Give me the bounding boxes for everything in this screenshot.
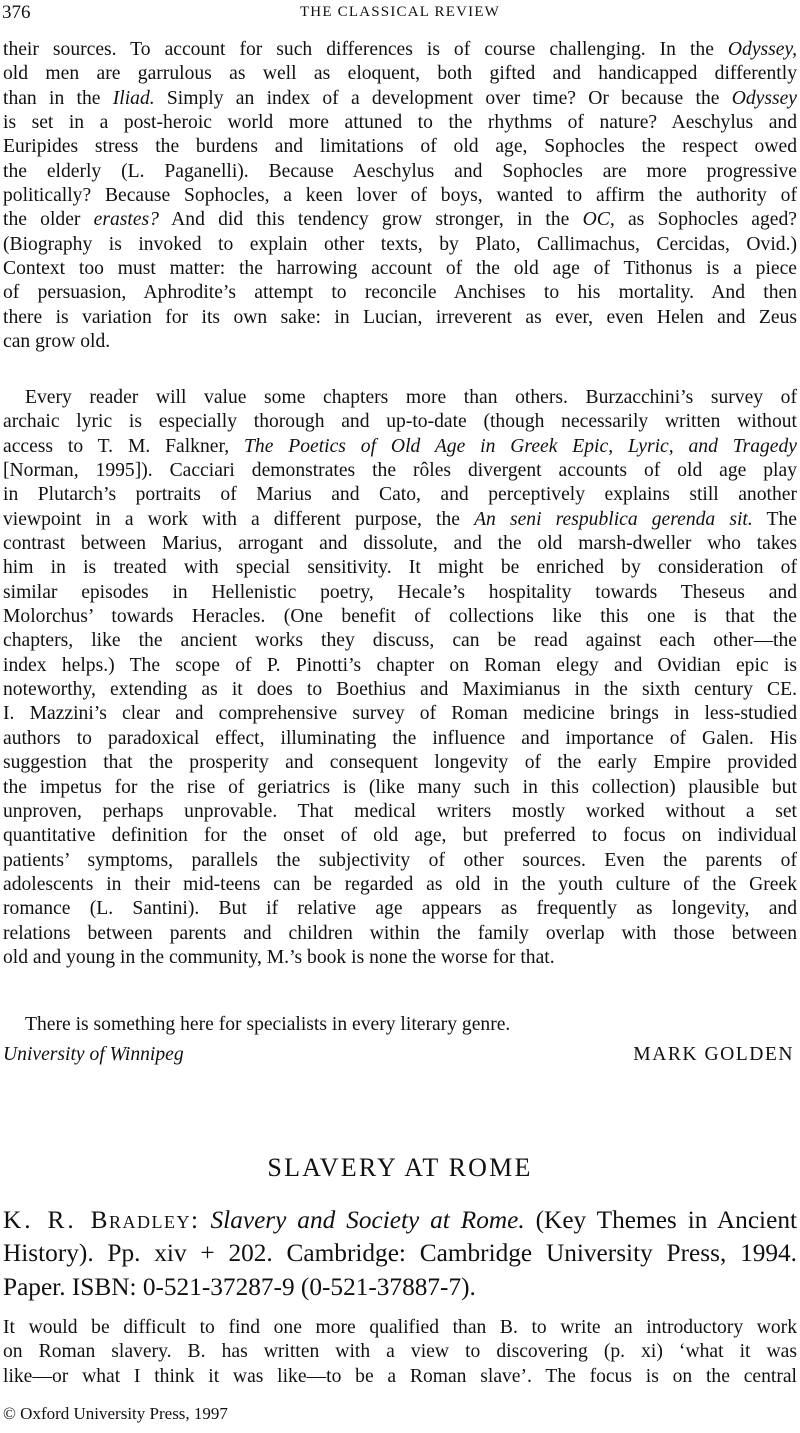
text-line: the older erastes? And did this tendency grow stronger, in the OC, as Sophocles aged? (3, 209, 797, 231)
text-line: [Norman, 1995]). Cacciari demonstrates the rôles divergent accounts of old age play (3, 460, 797, 482)
author-initials: K. R. (3, 1206, 91, 1234)
text-line: there is variation for its own sake: in Lucian, irreverent as ever, even Helen and Zeus (3, 306, 797, 328)
text-line: access to T. M. Falkner, The Poetics of Old Age in Greek Epic, Lyric, and Tragedy (3, 435, 797, 457)
text-line: noteworthy, extending as it does to Boethius and Maximianus in the sixth century CE. (3, 679, 797, 701)
journal-title: THE CLASSICAL REVIEW (299, 4, 501, 20)
text-line: viewpoint in a work with a different purpose, the An seni respublica gerenda sit. The (3, 508, 797, 530)
copyright-notice: © Oxford University Press, 1997 (3, 1404, 228, 1423)
text-line: quantitative definition for the onset of old age, but preferred to focus on individual (3, 825, 797, 847)
text-line: archaic lyric is especially thorough and up-to-date (though necessarily written without (3, 411, 797, 433)
text-line: like—or what I think it was like—to be a Roman slave’. The focus is on the central (3, 1365, 797, 1387)
book-citation (3, 1204, 797, 1304)
text-line: Molorchus’ towards Heracles. (One benefit of collections like this one is that the (3, 606, 797, 628)
text-line: the impetus for the rise of geriatrics is (like many such in this collection) plausible but (3, 776, 797, 798)
text-line: Context too must matter: the harrowing account of the old age of Tithonus is a piece (3, 258, 797, 280)
text-line: relations between parents and children within the family overlap with those between (3, 922, 797, 944)
page-number: 376 (2, 2, 31, 23)
text-line: Euripides stress the burdens and limitations of old age, Sophocles the respect owed (3, 136, 797, 158)
text-line: (Biography is invoked to explain other texts, by Plato, Callimachus, Cercidas, Ovid.) (3, 233, 797, 255)
section-title: SLAVERY AT ROME (267, 1153, 533, 1182)
paragraph-closing (3, 1013, 797, 1037)
text-line: can grow old. (3, 331, 111, 353)
text-line: patients’ symptoms, parallels the subjectivity of other sources. Even the parents of (3, 849, 797, 871)
text-line: politically? Because Sophocles, a keen lover of boys, wanted to affirm the authority of (3, 185, 797, 207)
text-line: There is something here for specialists in every literary genre. (25, 1014, 511, 1035)
text-line: of persuasion, Aphrodite’s attempt to reconcile Anchises to his mortality. And then (3, 282, 797, 304)
text-line: unproven, perhaps unprovable. That medical writers mostly worked without a set (3, 800, 797, 822)
reviewer-name: MARK GOLDEN (633, 1044, 794, 1065)
paragraph-chapters (3, 386, 797, 970)
publication-details: (Key Themes in Ancient History). Pp. xiv + 202. Cambridge: Cambridge University Press, 1994. Paper. ISBN: 0-521-37287-9 (0-521-37887-7). (3, 1206, 797, 1301)
text-line: similar episodes in Hellenistic poetry, Hecale’s hospitality towards Theseus and (3, 581, 797, 603)
text-line: authors to paradoxical effect, illuminating the influence and importance of Galen. His (3, 727, 797, 749)
text-line: contrast between Marius, arrogant and dissolute, and the old marsh-dweller who takes (3, 533, 797, 555)
text-line: adolescents in their mid-teens can be regarded as old in the youth culture of the Greek (3, 873, 797, 895)
text-line: It would be difficult to find one more qualified than B. to write an introductory work (3, 1317, 797, 1338)
paragraph-continuation (3, 38, 797, 354)
text-line: on Roman slavery. B. has written with a view to discovering (p. xi) ‘what it was (3, 1341, 797, 1363)
text-line: old and young in the community, M.’s book is none the worse for that. (3, 946, 555, 968)
text-line: Every reader will value some chapters more than others. Burzacchini’s survey of (25, 387, 797, 408)
text-line: than in the Iliad. Simply an index of a development over time? Or because the Odyssey (3, 87, 797, 109)
text-line: chapters, like the ancient works they discuss, can be read against each other—the (3, 630, 797, 652)
text-line: in Plutarch’s portraits of Marius and Cato, and perceptively explains still another (3, 484, 797, 506)
book-title: Slavery and Society at Rome. (210, 1206, 525, 1234)
paragraph-review-start (3, 1316, 797, 1389)
text-line: I. Mazzini’s clear and comprehensive survey of Roman medicine brings in less-studied (3, 703, 797, 725)
text-line: index helps.) The scope of P. Pinotti’s chapter on Roman elegy and Ovidian epic is (3, 654, 797, 676)
text-line: him in is treated with special sensitivity. It might be enriched by consideration of (3, 557, 797, 579)
review-signature (3, 1044, 797, 1070)
reviewer-affiliation: University of Winnipeg (3, 1044, 184, 1065)
text-line: suggestion that the prosperity and consequent longevity of the early Empire provided (3, 752, 797, 774)
author-name: Bradley: (90, 1206, 200, 1234)
text-line: is set in a post-heroic world more attuned to the rhythms of nature? Aeschylus and (3, 112, 797, 134)
text-line: their sources. To account for such differences is of course challenging. In the Odyssey, (3, 39, 797, 60)
text-line: old men are garrulous as well as eloquent, both gifted and handicapped differently (3, 63, 797, 85)
text-line: romance (L. Santini). But if relative age appears as frequently as longevity, and (3, 898, 797, 920)
running-header (0, 0, 800, 26)
text-line: the elderly (L. Paganelli). Because Aeschylus and Sophocles are more progressive (3, 160, 797, 182)
